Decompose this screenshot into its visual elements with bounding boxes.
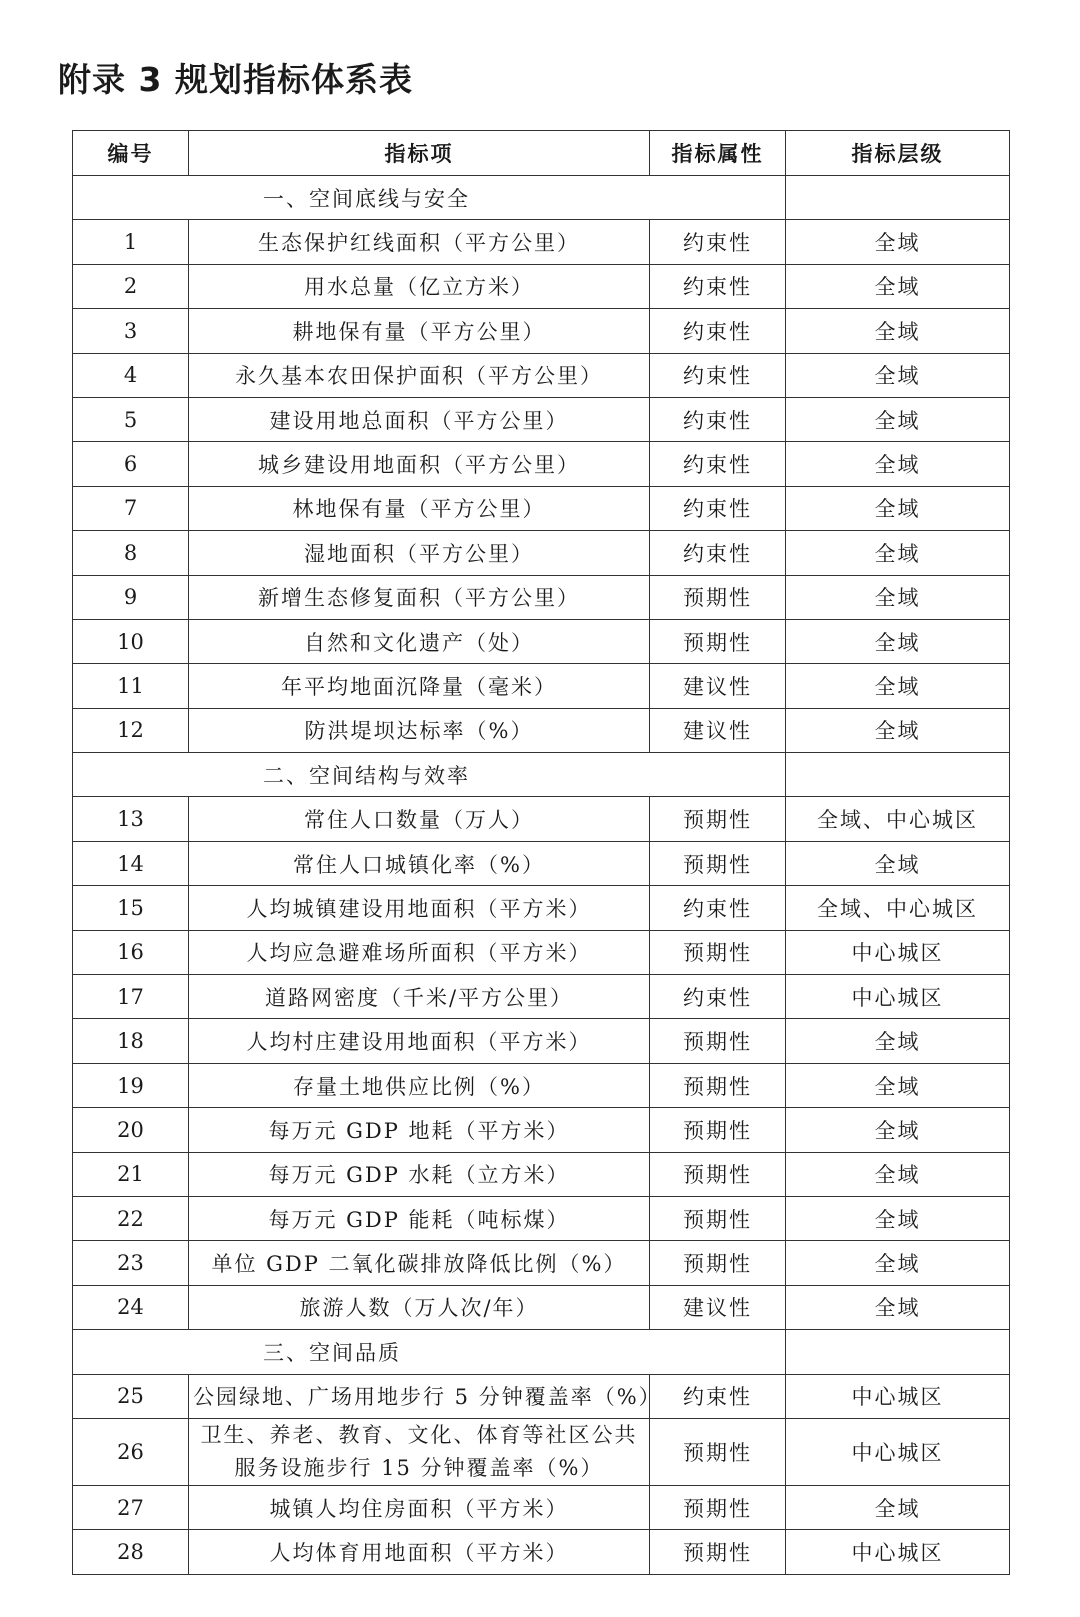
cell-number: 13 (73, 797, 189, 841)
cell-attribute: 预期性 (650, 797, 786, 841)
cell-attribute: 预期性 (650, 1063, 786, 1107)
cell-attribute: 预期性 (650, 1241, 786, 1285)
table-row (73, 1241, 1010, 1285)
table-row (73, 664, 1010, 708)
table-row (73, 1530, 1010, 1574)
cell-number: 16 (73, 930, 189, 974)
cell-attribute: 约束性 (650, 886, 786, 930)
section-row (73, 1330, 1010, 1374)
cell-item: 公园绿地、广场用地步行 5 分钟覆盖率（%） (189, 1374, 650, 1418)
cell-attribute: 约束性 (650, 975, 786, 1019)
section-empty-cell (786, 753, 1010, 797)
table-row (73, 264, 1010, 308)
table-row (73, 442, 1010, 486)
cell-attribute: 约束性 (650, 309, 786, 353)
cell-item: 湿地面积（平方公里） (189, 531, 650, 575)
cell-number: 1 (73, 220, 189, 264)
header-item: 指标项 (189, 131, 650, 176)
header-number: 编号 (73, 131, 189, 176)
cell-attribute: 约束性 (650, 264, 786, 308)
cell-level: 全域 (786, 1285, 1010, 1329)
cell-item: 耕地保有量（平方公里） (189, 309, 650, 353)
cell-item: 城镇人均住房面积（平方米） (189, 1485, 650, 1529)
cell-item: 自然和文化遗产（处） (189, 619, 650, 663)
cell-number: 15 (73, 886, 189, 930)
table-row (73, 1063, 1010, 1107)
section-title: 三、空间品质 (73, 1330, 786, 1374)
table-row (73, 886, 1010, 930)
cell-number: 14 (73, 841, 189, 885)
cell-level: 全域 (786, 1241, 1010, 1285)
cell-item: 每万元 GDP 水耗（立方米） (189, 1152, 650, 1196)
cell-attribute: 预期性 (650, 1152, 786, 1196)
table-row (73, 797, 1010, 841)
table-row (73, 975, 1010, 1019)
cell-level: 全域 (786, 575, 1010, 619)
cell-number: 24 (73, 1285, 189, 1329)
table-body (73, 176, 1010, 1575)
table-row (73, 1485, 1010, 1529)
table-row (73, 1374, 1010, 1418)
cell-level: 全域 (786, 1108, 1010, 1152)
cell-level: 全域 (786, 841, 1010, 885)
page-title: 附录 3 规划指标体系表 (58, 60, 413, 99)
cell-item: 人均城镇建设用地面积（平方米） (189, 886, 650, 930)
cell-number: 11 (73, 664, 189, 708)
table-row (73, 1019, 1010, 1063)
cell-item: 人均村庄建设用地面积（平方米） (189, 1019, 650, 1063)
cell-attribute: 预期性 (650, 1530, 786, 1574)
cell-number: 12 (73, 708, 189, 752)
cell-item: 卫生、养老、教育、文化、体育等社区公共服务设施步行 15 分钟覆盖率（%） (189, 1418, 650, 1485)
header-level: 指标层级 (786, 131, 1010, 176)
cell-number: 7 (73, 486, 189, 530)
cell-level: 全域、中心城区 (786, 886, 1010, 930)
cell-level: 全域 (786, 1152, 1010, 1196)
cell-attribute: 预期性 (650, 930, 786, 974)
cell-item: 城乡建设用地面积（平方公里） (189, 442, 650, 486)
cell-number: 17 (73, 975, 189, 1019)
cell-item: 旅游人数（万人次/年） (189, 1285, 650, 1329)
cell-level: 全域 (786, 619, 1010, 663)
cell-level: 全域 (786, 708, 1010, 752)
table-row (73, 575, 1010, 619)
cell-number: 20 (73, 1108, 189, 1152)
section-row (73, 753, 1010, 797)
section-empty-cell (786, 1330, 1010, 1374)
cell-level: 全域 (786, 531, 1010, 575)
cell-item: 人均应急避难场所面积（平方米） (189, 930, 650, 974)
cell-number: 22 (73, 1196, 189, 1240)
cell-number: 26 (73, 1418, 189, 1485)
cell-level: 中心城区 (786, 1530, 1010, 1574)
table-row (73, 1108, 1010, 1152)
cell-level: 全域 (786, 220, 1010, 264)
cell-item: 新增生态修复面积（平方公里） (189, 575, 650, 619)
table-row (73, 531, 1010, 575)
cell-item: 道路网密度（千米/平方公里） (189, 975, 650, 1019)
cell-item: 生态保护红线面积（平方公里） (189, 220, 650, 264)
table-row (73, 841, 1010, 885)
cell-attribute: 预期性 (650, 1196, 786, 1240)
table-row (73, 486, 1010, 530)
cell-level: 全域、中心城区 (786, 797, 1010, 841)
cell-item: 用水总量（亿立方米） (189, 264, 650, 308)
cell-number: 5 (73, 397, 189, 441)
cell-attribute: 预期性 (650, 841, 786, 885)
cell-attribute: 预期性 (650, 1108, 786, 1152)
header-attribute: 指标属性 (650, 131, 786, 176)
cell-attribute: 约束性 (650, 397, 786, 441)
table-row (73, 708, 1010, 752)
cell-attribute: 约束性 (650, 442, 786, 486)
cell-level: 全域 (786, 664, 1010, 708)
cell-item: 每万元 GDP 地耗（平方米） (189, 1108, 650, 1152)
cell-number: 23 (73, 1241, 189, 1285)
table-row (73, 220, 1010, 264)
section-title: 二、空间结构与效率 (73, 753, 786, 797)
cell-attribute: 预期性 (650, 619, 786, 663)
cell-number: 6 (73, 442, 189, 486)
cell-level: 全域 (786, 486, 1010, 530)
cell-number: 3 (73, 309, 189, 353)
cell-number: 28 (73, 1530, 189, 1574)
table-row (73, 397, 1010, 441)
cell-attribute: 约束性 (650, 531, 786, 575)
cell-attribute: 预期性 (650, 575, 786, 619)
cell-number: 10 (73, 619, 189, 663)
cell-attribute: 约束性 (650, 1374, 786, 1418)
cell-attribute: 约束性 (650, 220, 786, 264)
cell-number: 21 (73, 1152, 189, 1196)
cell-number: 27 (73, 1485, 189, 1529)
cell-item: 常住人口数量（万人） (189, 797, 650, 841)
section-empty-cell (786, 176, 1010, 220)
cell-level: 全域 (786, 1063, 1010, 1107)
cell-item: 人均体育用地面积（平方米） (189, 1530, 650, 1574)
table-row (73, 1152, 1010, 1196)
cell-item: 永久基本农田保护面积（平方公里） (189, 353, 650, 397)
cell-item: 防洪堤坝达标率（%） (189, 708, 650, 752)
cell-level: 中心城区 (786, 1418, 1010, 1485)
cell-item: 年平均地面沉降量（毫米） (189, 664, 650, 708)
cell-number: 18 (73, 1019, 189, 1063)
table-row (73, 1418, 1010, 1485)
cell-level: 中心城区 (786, 930, 1010, 974)
cell-number: 25 (73, 1374, 189, 1418)
cell-level: 全域 (786, 353, 1010, 397)
cell-number: 2 (73, 264, 189, 308)
cell-attribute: 建议性 (650, 664, 786, 708)
cell-item: 存量土地供应比例（%） (189, 1063, 650, 1107)
table-row (73, 353, 1010, 397)
cell-number: 19 (73, 1063, 189, 1107)
cell-level: 全域 (786, 1019, 1010, 1063)
section-title: 一、空间底线与安全 (73, 176, 786, 220)
table-row (73, 1285, 1010, 1329)
cell-number: 8 (73, 531, 189, 575)
cell-item: 建设用地总面积（平方公里） (189, 397, 650, 441)
cell-number: 9 (73, 575, 189, 619)
cell-number: 4 (73, 353, 189, 397)
cell-level: 全域 (786, 442, 1010, 486)
table-row (73, 619, 1010, 663)
cell-attribute: 约束性 (650, 353, 786, 397)
cell-attribute: 约束性 (650, 486, 786, 530)
cell-level: 全域 (786, 1196, 1010, 1240)
cell-attribute: 建议性 (650, 708, 786, 752)
cell-item: 林地保有量（平方公里） (189, 486, 650, 530)
cell-level: 全域 (786, 397, 1010, 441)
cell-level: 中心城区 (786, 1374, 1010, 1418)
cell-item: 单位 GDP 二氧化碳排放降低比例（%） (189, 1241, 650, 1285)
cell-level: 全域 (786, 309, 1010, 353)
cell-attribute: 预期性 (650, 1019, 786, 1063)
cell-item: 常住人口城镇化率（%） (189, 841, 650, 885)
indicator-table (72, 130, 1010, 1575)
table-header-row (73, 131, 1010, 176)
table-row (73, 1196, 1010, 1240)
cell-level: 全域 (786, 264, 1010, 308)
cell-item: 每万元 GDP 能耗（吨标煤） (189, 1196, 650, 1240)
section-row (73, 176, 1010, 220)
table-row (73, 309, 1010, 353)
table-row (73, 930, 1010, 974)
cell-attribute: 建议性 (650, 1285, 786, 1329)
cell-attribute: 预期性 (650, 1485, 786, 1529)
cell-level: 全域 (786, 1485, 1010, 1529)
cell-attribute: 预期性 (650, 1418, 786, 1485)
cell-level: 中心城区 (786, 975, 1010, 1019)
